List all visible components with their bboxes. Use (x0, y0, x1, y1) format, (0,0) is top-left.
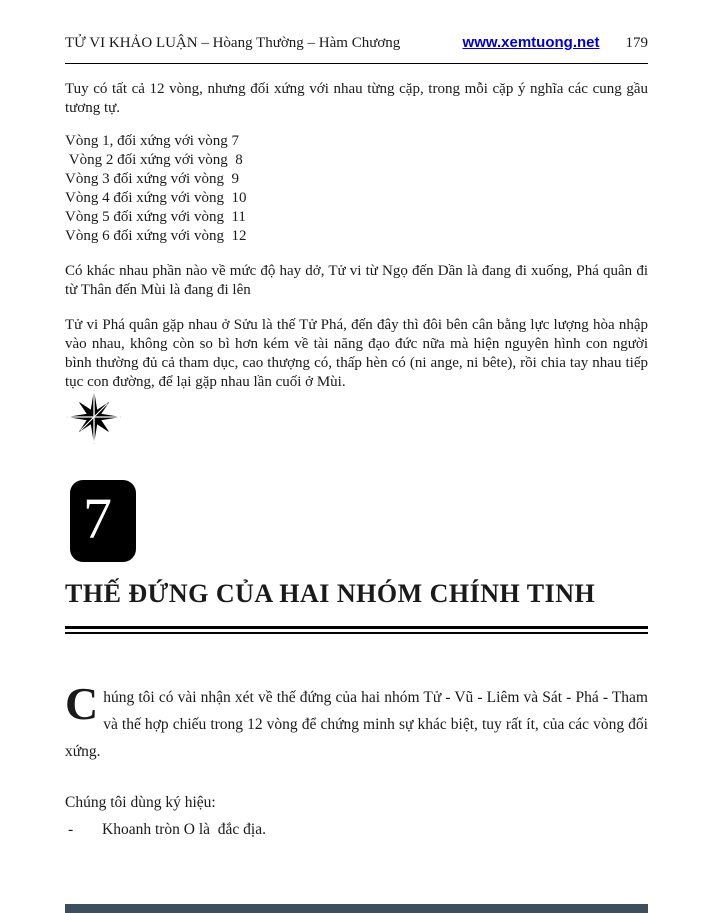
paragraph-2: Có khác nhau phần nào về mức độ hay dở, Tử vi từ Ngọ đến Dần là đang đi xuống, Phá quân đi từ Thân đến Mùi là đang đi lên (65, 263, 648, 298)
page-number: 179 (625, 35, 648, 51)
legend-heading: Chúng tôi dùng ký hiệu: (65, 794, 216, 811)
page-header (65, 34, 648, 64)
list-item: Vòng 1, đối xứng với vòng 7 (65, 133, 239, 149)
chapter-title: THẾ ĐỨNG CỦA HAI NHÓM CHÍNH TINH (65, 579, 596, 608)
list-item: Vòng 4 đối xứng với vòng 10 (65, 190, 247, 206)
compass-rose-icon (67, 388, 121, 446)
chapter-number-box (70, 480, 136, 562)
paragraph-1: Tuy có tất cả 12 vòng, nhưng đối xứng với nhau từng cặp, trong mỗi cặp ý nghĩa các cung gầu tương tự. (65, 81, 648, 116)
legend-item (65, 816, 648, 843)
header-right-group (463, 34, 648, 52)
list-item: Vòng 3 đối xứng với vòng 9 (65, 171, 239, 187)
running-title: TỬ VI KHẢO LUẬN – Hòang Thường – Hàm Chương (65, 35, 401, 51)
intro-paragraph (65, 678, 648, 765)
page-body (65, 80, 648, 843)
legend-text: Khoanh tròn O là đắc địa. (102, 821, 266, 838)
website-link[interactable]: www.xemtuong.net (462, 34, 600, 51)
list-item: Vòng 5 đối xứng với vòng 11 (65, 209, 246, 225)
bottom-bar (65, 904, 648, 913)
list-item: Vòng 6 đối xứng với vòng 12 (65, 228, 247, 244)
dropcap-letter: C (65, 678, 99, 729)
paragraph-3: Tử vi Phá quân gặp nhau ở Sửu là thế Tử Phá, đến đây thì đôi bên cân bằng lực lượng hòa nhập vào nhau, không còn so bì hơn kém về tài năng đạo đức nữa mà hiện nguyên hình con người bình thường đủ cả tham dục, cao thượng có, thấp hèn có (ni ange, ni bête), rồi chia tay nhau tiếp tục con đường, để lại gặp nhau lần cuối ở Mùi. (65, 317, 648, 390)
chapter-number: 7 (83, 486, 112, 551)
double-rule-divider (65, 626, 648, 634)
ring-pair-list (65, 132, 648, 246)
legend-dash: - (68, 821, 74, 838)
intro-text: húng tôi có vài nhận xét về thế đứng của hai nhóm Tử - Vũ - Liêm và Sát - Phá - Tham và thế hợp chiếu trong 12 vòng để chứng minh sự khác biệt, tuy rất ít, của các vòng đối xứng. (65, 689, 648, 760)
list-item: Vòng 2 đối xứng với vòng 8 (65, 152, 243, 168)
